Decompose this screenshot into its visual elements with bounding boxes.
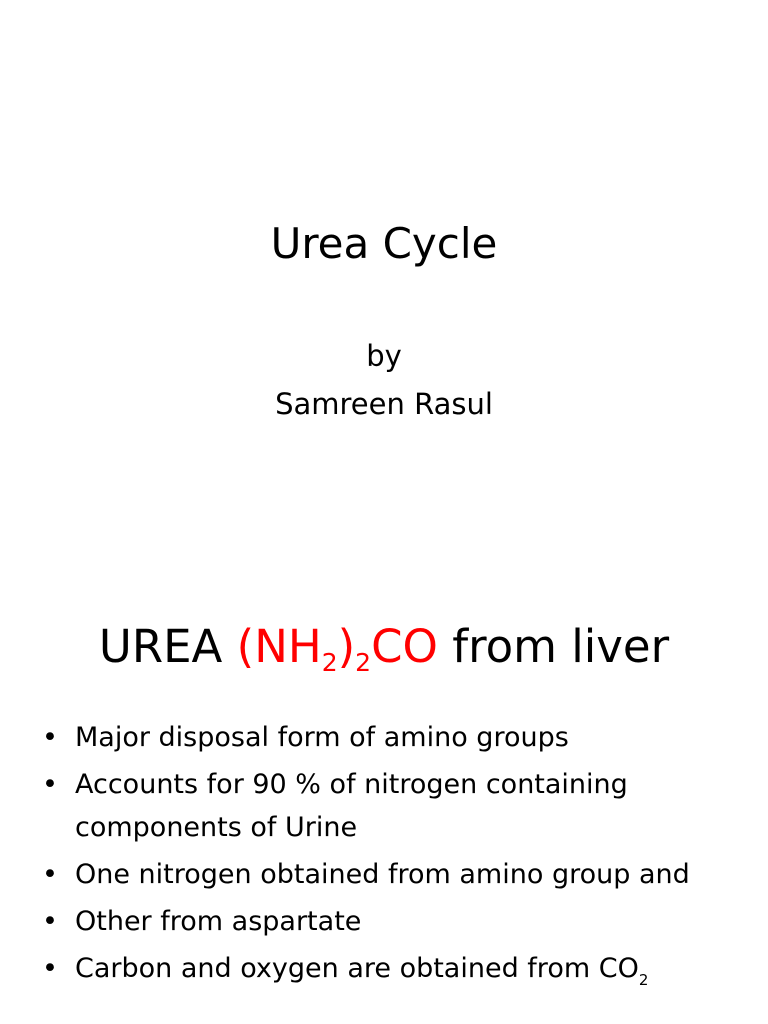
heading-suffix: from liver	[437, 620, 670, 673]
list-item	[42, 853, 742, 896]
formula-part-3: CO	[371, 620, 438, 673]
formula-subscript-1: 2	[321, 648, 338, 677]
list-item	[42, 947, 742, 990]
formula-part-1: (NH	[236, 620, 322, 673]
slide-heading	[0, 616, 768, 678]
bullet-text: Major disposal form of amino groups	[75, 722, 569, 753]
bullet-icon: •	[42, 953, 58, 984]
bullet-text: Other from aspartate	[75, 906, 362, 937]
slide-title: Urea Cycle	[270, 219, 498, 268]
bullet-text: One nitrogen obtained from amino group and	[75, 859, 690, 890]
bullet-icon: •	[42, 906, 58, 937]
bullet-icon: •	[42, 859, 58, 890]
list-item	[42, 716, 742, 759]
bullet-subscript: 2	[638, 971, 649, 989]
slide-subtitle	[0, 332, 768, 428]
byline: by	[366, 339, 402, 373]
content-slide	[0, 576, 768, 1024]
bullet-text: Carbon and oxygen are obtained from CO	[75, 953, 639, 984]
formula-subscript-2: 2	[355, 648, 372, 677]
urea-formula	[236, 620, 438, 677]
list-item	[42, 763, 742, 849]
author-name: Samreen Rasul	[275, 387, 493, 421]
list-item	[42, 900, 742, 943]
bullet-text: Accounts for 90 % of nitrogen containing components of Urine	[75, 769, 628, 843]
bullet-icon: •	[42, 769, 58, 800]
bullet-icon: •	[42, 722, 58, 753]
heading-prefix: UREA	[98, 620, 237, 673]
bullet-list	[42, 716, 742, 994]
formula-part-2: )	[337, 620, 356, 673]
